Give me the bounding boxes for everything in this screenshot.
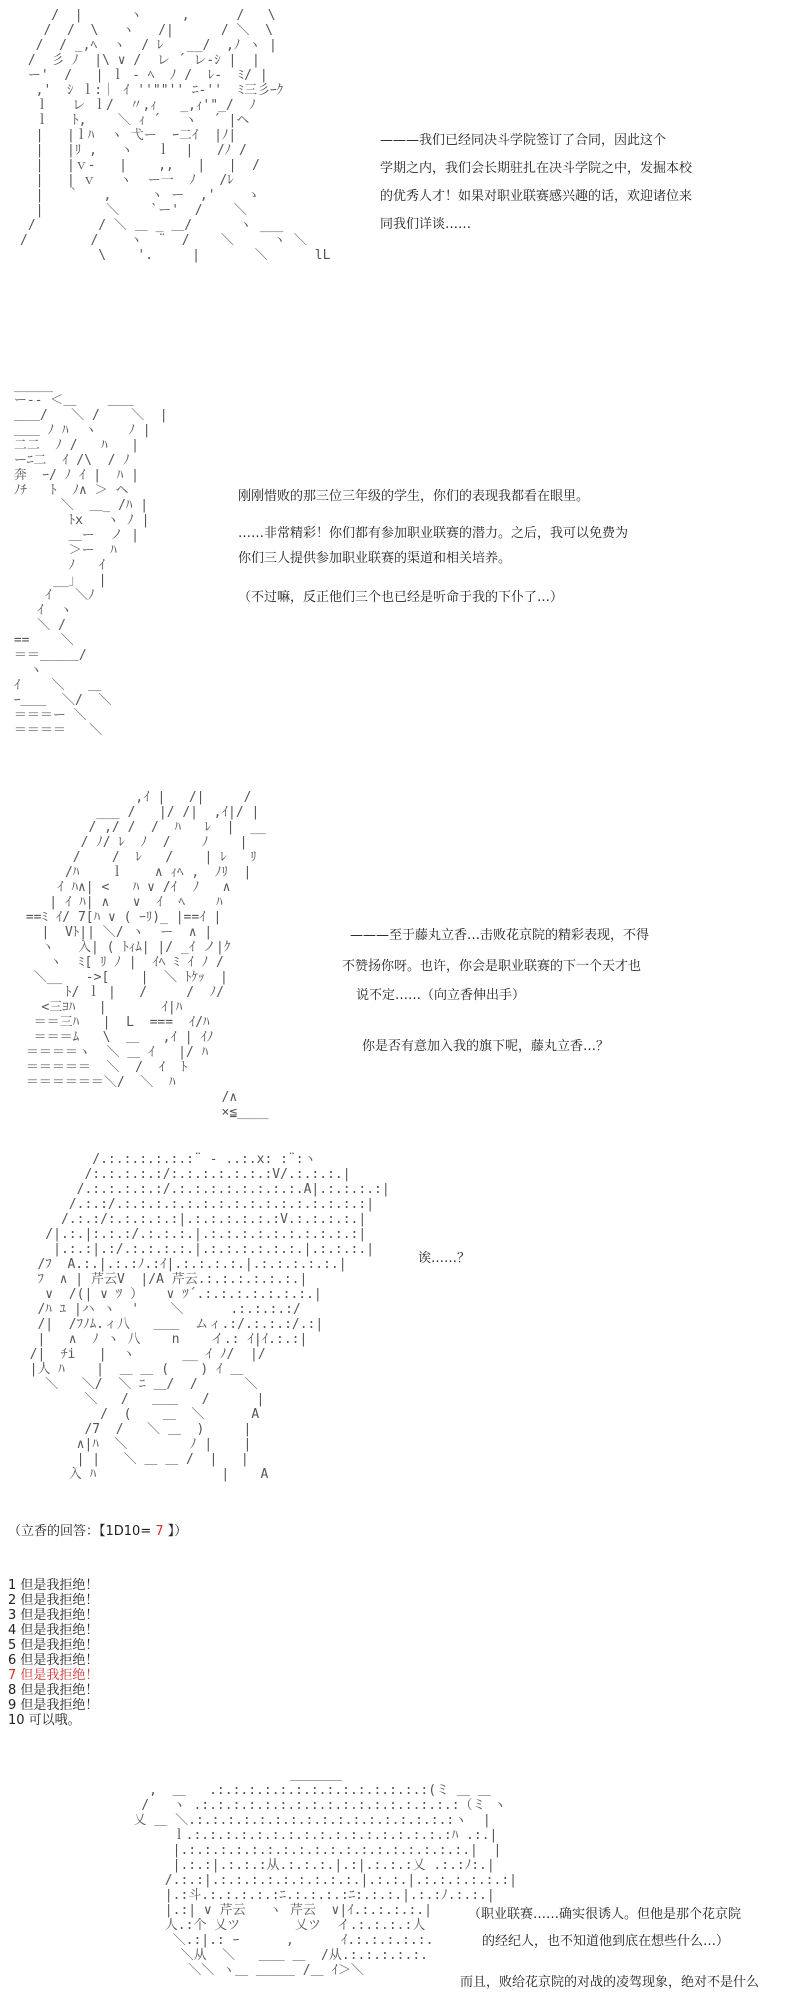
panel-5-line-2: 的经纪人，也不知道他到底在想些什么…） — [482, 1934, 730, 1949]
panel-4-line-1: 诶……？ — [418, 1251, 471, 1266]
panel-2-dialogue — [238, 486, 758, 608]
dice-roll-header — [8, 1520, 187, 1539]
dice-roll-prefix: （立香的回答：【1D10= — [8, 1524, 152, 1539]
ascii-art-figure-2: _____ ー‐‐ ＜＿ ＿＿ ＿＿/ ＼ / ＼ | ＿＿ ﾉ ﾊ ヽ ﾉ | 二二 ﾉ / ﾊ | ーﾆ二 ｲ /\ / ﾉ 奔 ｰ/ ﾉ ｲ | ﾊ | ﾉﾁ ﾄ ﾉ∧ ＞ ヘ ＼ ＿_ /ﾊ | ﾄx ヽ ﾉ | ＿ー ノ | ＞ー ﾊ ﾉ ｲ __｣ | ｲ ＼ﾉ ｲ ヽ ＼ / == ＼ ＝＝＿＿＿/ ヽ ｲ ＼ ＿ ｰ＿＿ ＼/ ＼ ＝＝＝ー ＼ ＝＝＝＝ ＼ — [13, 378, 168, 738]
panel-1-line-2: 学期之内，我们会长期驻扎在决斗学院之中，发掘本校 — [380, 161, 693, 176]
panel-2-line-2: ……非常精彩！你们都有参加职业联赛的潜力。之后，我可以免费为 — [238, 526, 629, 541]
panel-2-line-4: （不过嘛，反正他们三个也已经是听命于我的下仆了…） — [238, 590, 564, 605]
ascii-art-figure-4: /.:.:.:.:.:.:¨ ‐ ..:.x: :¨:ヽ /:.:.:.:.:/:.:.:.:.:.:.:V/.:.:.:.| /.:.:.:.:.:/.:.:.:.:.:.:.:.:.A|.:.:.:.:| /.:.:/.:.:.:.:.:.:.:.:.:.:.:.:.:.:.:.:| /.:.:/:.:.:.:.:|.:.:.:.:.:.:V.:.:.:.:.| /|.:.|:.:.:/.:.:.:.|.:.:.:.:.:.:.:.:.:.:| |.:.:|.:/.:.:.:.:.|.:.:.:.:.:.:.|.:.:.:.| /ﾌ A.:.|.:.:ﾉ.:ｲ|.:.:.:.:.|.:.:.:.:.:.| ﾌ ∧ | 芹云V |/A 芹云.:.:.:.:.:.:.| ∨ /(| ∨ ﾂ ） ∨ ﾂ´.:.:.:.:.:.:.:.| /ﾊ ﾕ |ハ ヽ ' ＼ .:.:.:.:/ /| /ﾌﾉﾑ.ィ八 ＿＿ ムィ.:/.:.:.:/.:| | ∧ ﾉ ヽ 八 n イ.: ｲ|ｲ.:.:| /| ﾁi | ヽ __ ｲ ﾉ/ |/ |人 ﾊ | ＿ ＿ ( ) ｲ ＿ ＼ ＼/ ＼ ﾆ ＿/ / ＼ ＼ / ＿＿ / | / ( ＿ ＼ A /7 / ＼ ＿ ) | ∧|ﾊ ＼ ﾉ | | | | ＼ ＿ ＿ / | | 入 ﾊ | A — [29, 1152, 390, 1482]
panel-5-line-3: 而且，败给花京院的对战的凌驾现象，绝对不是什么 — [460, 1975, 760, 1990]
panel-3-line-4: 你是否有意加入我的旗下呢，藤丸立香…？ — [362, 1039, 610, 1054]
panel-4-dialogue — [418, 1248, 538, 1269]
panel-1-line-1: ———我们已经同决斗学院签订了合同，因此这个 — [380, 133, 667, 148]
panel-5-dialogue — [460, 1904, 788, 1993]
panel-2-line-1: 刚刚惜败的那三位三年级的学生，你们的表现我都看在眼里。 — [238, 489, 590, 504]
ascii-art-figure-5: ＿＿＿＿ , ＿ .:.:.:.:.:.:.:.:.:.:.:.:.:.:(ミ ＿ ＿ / ヽ .:.:.:.:.:.:.:.:.:.:.:.:.:.:.:.:.:（ミ ヽ 乂 ＿ ＼.:.:.:.:.:.:.:.:.:.:.:.:.:.:.:.:.:ヽ | ｌ.:.:.:.:.:.:.:.:.:.:.:.:.:.:.:.:.:ﾊ .:.| |.:.:.:.:.:.:.:.:.:.:.:.:.:.:.:.:.:.:.| | |.:.:|.:.:.:从.:.:.:.|.:|.:.:.:乂 .:.:ﾉ:.| /.:.:|.:.:.:.:.:.:.:.:.:.|.:.:.|.:.:.:.:.:.:| |.:斗.:.:.:.:.:ﾆ.:.:.:.:ﾆ:.:.:.|.:.:ﾉ.:.:.| |.:| ∨ 芹云 ヽ 芹云 ∨|ｲ.:.:.:.:.| 人.:个 乂ツ 乂ツ イ.:.:.:.:人 ＼.:|.: ｰ , ｲ.:.:.:.:.:. ＼从 ＼ ＿＿ ＿ /从.:.:.:.:.:. ＼＼ ヽ＿ ＿＿＿ /＿ ｲ＞＼ — [133, 1768, 517, 1978]
roll-option: 2 但是我拒绝！ — [8, 1593, 99, 1608]
panel-1-line-4: 同我们详谈…… — [380, 217, 472, 232]
roll-option: 4 但是我拒绝！ — [8, 1623, 99, 1638]
ascii-art-figure-3: ,ｲ | /| / ___ / |/ /| ,ｲ|/ | / ,/ / / ﾊ ﾚ | __ / ﾉ/ ﾚ ﾉ / ﾉ | / / ﾚ / | ﾚ ﾘ /ﾊ ｌ ∧ ｨﾍ , ﾉﾘ | ｲ ﾊ∧| < ﾊ ∨ /ｲ ﾉ ∧ | ｲ ﾊ| ∧ ∨ ｲ ﾍ ﾊ ==ﾐ ｲ/ 7[ﾊ ∨ ( ｰﾘ)_ |==ｲ | | Vﾄ|| ＼/ ヽ ー ∧ | ヽ 入| ( ﾄｨﾑ| |/ _ｲ ノ|ｸ ヽ ﾐ[ ﾘ ﾉ | ｲﾍ ﾐ ｲ ﾉ / ＼__ ->[ | ＼ ﾄｹｯ | ﾄ/ ｌ | / / ﾉ/ <三ﾖﾊ | ｲ|ﾊ ＝＝三ﾊ | L === ｲ/ﾊ ＝＝＝ﾑ \ ＿ ,ｲ | ｲﾉ ＝＝＝＝ヽ ＼ ＿ ｲ |/ ﾊ ＝＝＝＝＝ ＼ / ｲ ﾄ ＝＝＝＝＝＝＼/ ＼ ﾊ /∧ ×≦____ — [25, 790, 269, 1120]
roll-option: 10 可以哦。 — [8, 1713, 81, 1728]
panel-3-line-1: ———至于藤丸立香…击败花京院的精彩表现，不得 — [350, 928, 650, 943]
panel-3-line-2: 不赞扬你呀。也许，你会是职业联赛的下一个天才也 — [342, 959, 642, 974]
panel-1-dialogue — [380, 130, 720, 235]
roll-option: 1 但是我拒绝！ — [8, 1578, 99, 1593]
ascii-art-figure-1: / | ヽ , / \ / / \ ヽ /| / ＼ \ / / _,ﾍ ヽ / ﾚ __/ ,ﾉ ヽ | / 彡 ﾉ |\ ∨ / レ ´ レ-ｼ | | ー' / | ｌ ‐ ﾍ ﾉ / ﾚ‐ ﾐ/ | ,' ｼ ｌ:｜ ｲ ''""'' ﾆ-'' ﾐ三彡ｰｸ ｌ レ ｌ/ 〃,ｨ _,ｨ'"_/ ﾉ ｌ ﾄ, ＼ ｨ ´ ヽ ´ |ヘ | |ｌﾊ ヽ 弋ー ｰ二ｲ |ﾉ| | |ﾘ , ヽ ｌ | /ﾉ / | |ｖ- | ,, | | / | | ｖ ヽ ー一 ﾉ /ﾚ | ｀ , ヽ ー ,' ゝ | ＼ `ー' / ＼ / / ＼ ＿ _ ＿/ ヽ ___ / / ヽ ¨ / ＼ ヽ ＼ \ '. | ＼ lL — [20, 8, 331, 263]
panel-5-line-1: （职业联赛……确实很诱人。但他是那个花京院 — [468, 1907, 742, 1922]
dice-roll-suffix: 】） — [167, 1524, 188, 1539]
panel-3-dialogue — [342, 925, 730, 1057]
roll-option: 8 但是我拒绝！ — [8, 1683, 99, 1698]
roll-option-selected: 7 但是我拒绝！ — [8, 1668, 99, 1683]
panel-1-line-3: 的优秀人才！如果对职业联赛感兴趣的话，欢迎诸位来 — [380, 189, 693, 204]
panel-3-line-3: 说不定……（向立香伸出手） — [356, 988, 526, 1003]
roll-option: 3 但是我拒绝！ — [8, 1608, 99, 1623]
roll-option: 9 但是我拒绝！ — [8, 1698, 99, 1713]
dice-roll-result: 7 — [151, 1524, 168, 1539]
dice-roll-options — [8, 1578, 98, 1728]
roll-option: 6 但是我拒绝！ — [8, 1653, 99, 1668]
panel-2-line-3: 你们三人提供参加职业联赛的渠道和相关培养。 — [238, 551, 512, 566]
roll-option: 5 但是我拒绝！ — [8, 1638, 99, 1653]
